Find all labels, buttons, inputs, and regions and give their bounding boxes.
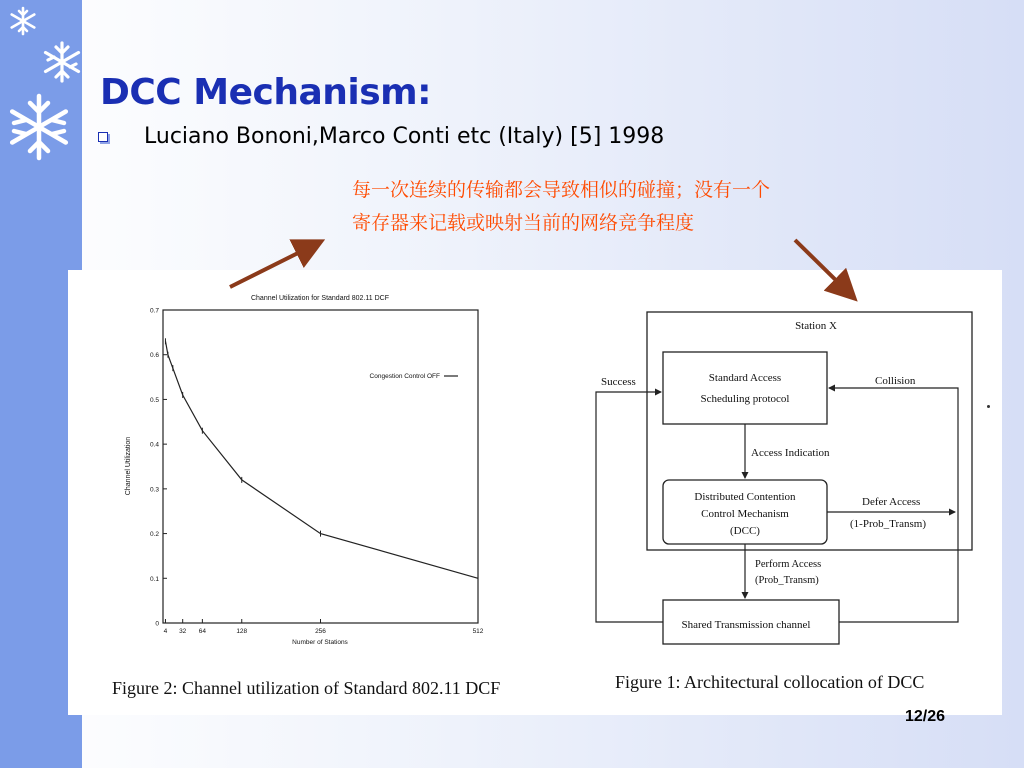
stray-dot	[987, 405, 990, 408]
station-x-label: Station X	[795, 320, 837, 332]
x-tick-label: 512	[472, 628, 484, 635]
y-tick-label: 0.7	[149, 307, 159, 315]
dcc-architecture-diagram	[596, 312, 972, 644]
legend-label: Congestion Control OFF	[369, 373, 440, 380]
x-tick-label: 64	[198, 628, 206, 635]
arrow-to-annotation	[230, 243, 318, 287]
bullet-text: Luciano Bononi,Marco Conti etc (Italy) [5] 1998	[144, 124, 665, 149]
channel-utilization-chart	[125, 295, 484, 646]
x-tick-label: 256	[315, 628, 326, 635]
x-axis-ticks	[164, 619, 484, 635]
page-number: 12/26	[905, 708, 946, 725]
success-label: Success	[601, 376, 636, 388]
chart-legend	[370, 373, 458, 380]
dcc-line1: Distributed Contention	[694, 491, 796, 503]
collision-label: Collision	[875, 375, 916, 387]
defer-prob-label: (1-Prob_Transm)	[850, 518, 926, 530]
plot-frame	[163, 310, 478, 623]
y-tick-label: 0.1	[149, 575, 159, 583]
dcc-line3: (DCC)	[730, 525, 760, 537]
y-axis-label: Channel Utilization	[125, 436, 132, 496]
defer-access-label: Defer Access	[862, 496, 921, 508]
y-axis-ticks	[150, 308, 167, 628]
x-tick-label: 128	[236, 628, 248, 635]
arrow-to-diagram	[795, 240, 852, 296]
dcc-line2: Control Mechanism	[701, 508, 789, 520]
figure1-caption: Figure 1: Architectural collocation of DCC	[615, 672, 925, 692]
standard-access-line1: Standard Access	[708, 372, 782, 384]
shared-channel-label: Shared Transmission channel	[681, 619, 811, 631]
perform-prob-label: (Prob_Transm)	[755, 575, 819, 586]
y-tick-label: 0.4	[149, 441, 159, 449]
chinese-annotation: 每一次连续的传输都会导致相似的碰撞；没有一个寄存器来记载或映射当前的网络竞争程度	[352, 179, 771, 234]
y-tick-label: 0.6	[149, 352, 159, 360]
perform-access-label: Perform Access	[755, 559, 822, 570]
y-tick-label: 0.2	[149, 531, 159, 539]
access-indication-label: Access Indication	[751, 447, 830, 459]
y-tick-label: 0.5	[149, 396, 159, 404]
standard-access-box	[663, 352, 827, 424]
x-tick-label: 32	[179, 628, 187, 635]
chart-title: Channel Utilization for Standard 802.11 DCF	[250, 295, 390, 302]
figure2-caption: Figure 2: Channel utilization of Standard 802.11 DCF	[112, 678, 501, 698]
standard-access-line2: Scheduling protocol	[700, 393, 790, 405]
x-tick-label: 4	[163, 628, 168, 635]
x-axis-label: Number of Stations	[292, 639, 348, 646]
y-tick-label: 0	[155, 620, 159, 628]
success-arrow	[596, 392, 663, 622]
y-tick-label: 0.3	[149, 486, 159, 494]
slide-title: DCC Mechanism:	[100, 72, 432, 113]
